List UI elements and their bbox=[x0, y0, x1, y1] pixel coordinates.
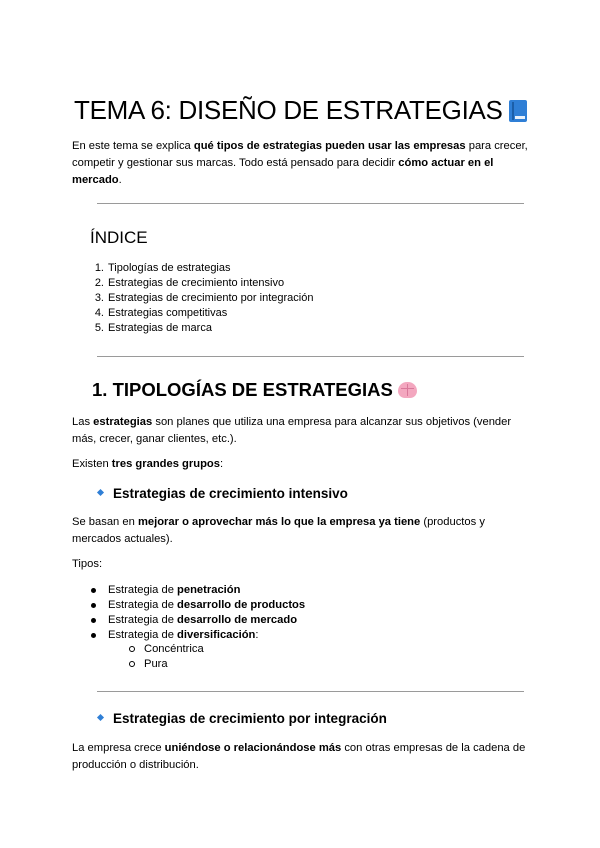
index-label: Estrategias de marca bbox=[108, 322, 212, 334]
section-heading-text: 1. TIPOLOGÍAS DE ESTRATEGIAS bbox=[92, 379, 393, 400]
index-item bbox=[72, 276, 313, 291]
list-bold: desarrollo de productos bbox=[177, 599, 306, 611]
circle-bullet-icon bbox=[129, 661, 135, 667]
groups-bold: tres grandes grupos bbox=[111, 458, 220, 470]
index-number: 1. bbox=[94, 262, 104, 274]
index-label: Estrategias de crecimiento por integración bbox=[108, 292, 314, 304]
definition-bold: estrategias bbox=[93, 416, 153, 428]
index-number: 2. bbox=[94, 277, 104, 289]
brain-icon bbox=[398, 382, 417, 398]
intro-bold: mercado bbox=[72, 174, 119, 186]
list-bold: diversificación bbox=[177, 629, 256, 641]
integracion-text: con otras empresas de la cadena de bbox=[341, 742, 526, 754]
index-heading: ÍNDICE bbox=[90, 228, 148, 247]
index-label: Estrategias de crecimiento intensivo bbox=[108, 277, 285, 289]
book-icon bbox=[509, 100, 527, 122]
intensivo-text: Se basan en bbox=[72, 516, 138, 528]
index-number: 4. bbox=[94, 307, 104, 319]
index-item bbox=[72, 321, 313, 336]
subsection-heading-text: Estrategias de crecimiento por integración bbox=[113, 711, 387, 726]
sub-list-item bbox=[72, 642, 204, 657]
integracion-text: La empresa crece bbox=[72, 742, 165, 754]
bullet-icon bbox=[91, 603, 96, 608]
sub-list-text: Pura bbox=[144, 658, 168, 670]
index-label: Estrategias competitivas bbox=[108, 307, 228, 319]
list-text: Estrategia de bbox=[108, 614, 178, 626]
intensivo-text: (productos y bbox=[420, 516, 485, 528]
diamond-bullet-icon bbox=[97, 714, 104, 721]
groups-paragraph bbox=[72, 456, 532, 473]
definition-paragraph bbox=[72, 414, 532, 448]
definition-text: son planes que utiliza una empresa para alcanzar sus objetivos (vender bbox=[152, 416, 512, 428]
integracion-bold: uniéndose o relacionándose más bbox=[164, 742, 342, 754]
divider bbox=[97, 356, 524, 357]
list-text: Estrategia de bbox=[108, 599, 178, 611]
sub-list-text: Concéntrica bbox=[144, 643, 204, 655]
intensivo-paragraph bbox=[72, 514, 532, 548]
list-bold: penetración bbox=[177, 584, 241, 596]
index-label: Tipologías de estrategias bbox=[108, 262, 231, 274]
page-title bbox=[74, 94, 527, 126]
groups-text: : bbox=[219, 458, 224, 470]
index-number: 3. bbox=[94, 292, 104, 304]
divider bbox=[97, 691, 524, 692]
list-item bbox=[72, 583, 305, 598]
intro-text: competir y gestionar sus marcas. Todo está pensado para decidir bbox=[72, 157, 399, 169]
section-heading bbox=[92, 377, 417, 403]
intro-bold: cómo actuar en el bbox=[398, 157, 494, 169]
list-item bbox=[72, 598, 305, 613]
circle-bullet-icon bbox=[129, 646, 135, 652]
index-item bbox=[72, 291, 313, 306]
list-text: : bbox=[255, 629, 259, 641]
page-title-text: TEMA 6: DISEÑO DE ESTRATEGIAS bbox=[74, 95, 503, 125]
groups-text: Existen bbox=[72, 458, 112, 470]
integracion-text: producción o distribución. bbox=[72, 759, 199, 771]
intro-text: para crecer, bbox=[465, 140, 528, 152]
divider bbox=[97, 203, 524, 204]
list-text: Estrategia de bbox=[108, 584, 178, 596]
intro-bold: qué tipos de estrategias pueden usar las empresas bbox=[193, 140, 466, 152]
diversificacion-sublist bbox=[72, 642, 204, 672]
index-number: 5. bbox=[94, 322, 104, 334]
tipos-label: Tipos: bbox=[72, 558, 103, 570]
bullet-icon bbox=[91, 633, 96, 638]
index-item bbox=[72, 261, 313, 276]
intensivo-text: mercados actuales). bbox=[72, 533, 173, 545]
intensivo-bold: mejorar o aprovechar más lo que la empresa ya tiene bbox=[137, 516, 421, 528]
intro-paragraph bbox=[72, 138, 532, 189]
integracion-paragraph bbox=[72, 740, 532, 774]
index-item bbox=[72, 306, 313, 321]
list-text: Estrategia de bbox=[108, 629, 178, 641]
list-bold: desarrollo de mercado bbox=[177, 614, 298, 626]
index-list bbox=[72, 261, 313, 336]
definition-text: Las bbox=[72, 416, 94, 428]
subsection-heading bbox=[98, 485, 348, 503]
subsection-heading-text: Estrategias de crecimiento intensivo bbox=[113, 486, 348, 501]
diamond-bullet-icon bbox=[97, 489, 104, 496]
intro-text: . bbox=[118, 174, 122, 186]
bullet-icon bbox=[91, 618, 96, 623]
list-item bbox=[72, 613, 305, 628]
sub-list-item bbox=[72, 657, 204, 672]
list-item bbox=[72, 628, 305, 643]
tipos-list bbox=[72, 583, 305, 643]
definition-text: más, crecer, ganar clientes, etc.). bbox=[72, 433, 237, 445]
intro-text: En este tema se explica bbox=[72, 140, 194, 152]
subsection-heading bbox=[98, 710, 387, 728]
bullet-icon bbox=[91, 588, 96, 593]
